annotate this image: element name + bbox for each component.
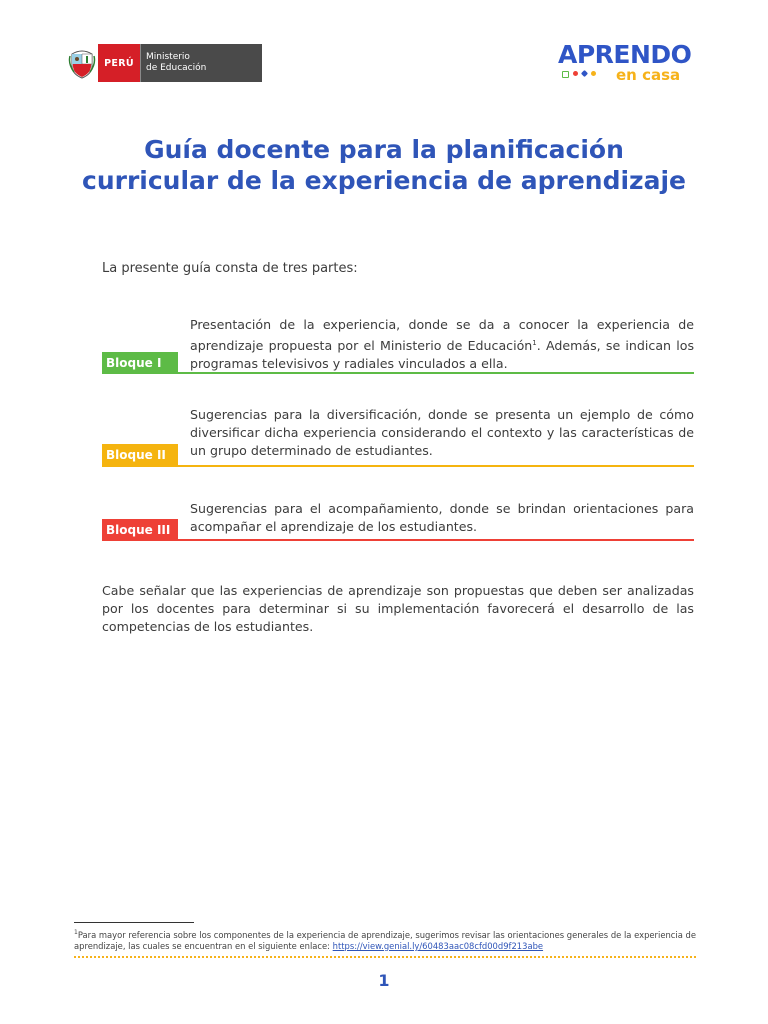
block-3-rule [102,539,694,541]
logo-dot-yellow [591,71,596,76]
logo-dot-blue [581,70,588,77]
block-1-rule [102,372,694,374]
closing-paragraph: Cabe señalar que las experiencias de aprendizaje son propuestas que deben ser analizadas por los docentes para determinar si su implementación favorecerá el desarrollo de las competencias de los estudiantes. [102,583,694,634]
ministry-name [140,44,262,82]
block-3 [102,500,694,544]
block-1-text-before: Presentación de la experiencia, donde se da a conocer la experiencia de aprendizaje propuesta por el Ministerio de Educación [190,317,694,354]
footnote-link[interactable]: https://view.genial.ly/60483aac08cfd00d9f213abe [332,940,544,951]
ministry-logo [66,44,262,82]
footnote-divider [74,922,194,923]
block-2 [102,406,694,468]
footer-dotted-divider [74,956,696,958]
aprendo-en-casa-logo [558,38,700,86]
title-line-2: curricular de la experiencia de aprendizaje [82,166,686,195]
footnote-mark: 1 [74,929,78,936]
footnote [74,927,696,952]
block-2-label: Bloque II [102,444,178,466]
title-line-1: Guía docente para la planificación [144,135,624,164]
logo-aprendo-word: APRENDO [558,40,692,69]
block-1-text-after: . Además, se indican los programas televisivos y radiales vinculados a ella. [190,338,695,372]
block-1 [102,316,694,378]
intro-text: La presente guía consta de tres partes: [102,261,358,276]
footnote-marker: 1 [532,339,537,347]
coat-of-arms-icon [66,44,98,82]
block-1-label: Bloque I [102,352,178,374]
page-number: 1 [378,971,390,990]
block-3-text: Sugerencias para el acompañamiento, donde se brindan orientaciones para acompañar el aprendizaje de los estudiantes. [190,501,694,534]
logo-dots [562,71,596,78]
ministry-line-2: de Educación [146,63,207,73]
peru-label: PERÚ [98,44,140,82]
ministry-line-1: Ministerio [146,52,190,62]
block-1-text [190,316,694,373]
block-2-text: Sugerencias para la diversificación, donde se presenta un ejemplo de cómo diversificar dicha experiencia considerando el contexto y las características de un grupo determinado de estudiantes. [190,407,694,458]
logo-dot-red [573,71,578,76]
block-3-label: Bloque III [102,519,178,541]
logo-dot-green [562,71,569,78]
block-2-rule [102,465,694,467]
page-title [40,134,728,196]
logo-en-casa-word: en casa [616,66,681,84]
footnote-text: Para mayor referencia sobre los componentes de la experiencia de aprendizaje, sugerimos revisar las orientaciones generales de la experiencia de aprendizaje, las cuales se encuentran en el siguiente enlace: [74,929,696,951]
